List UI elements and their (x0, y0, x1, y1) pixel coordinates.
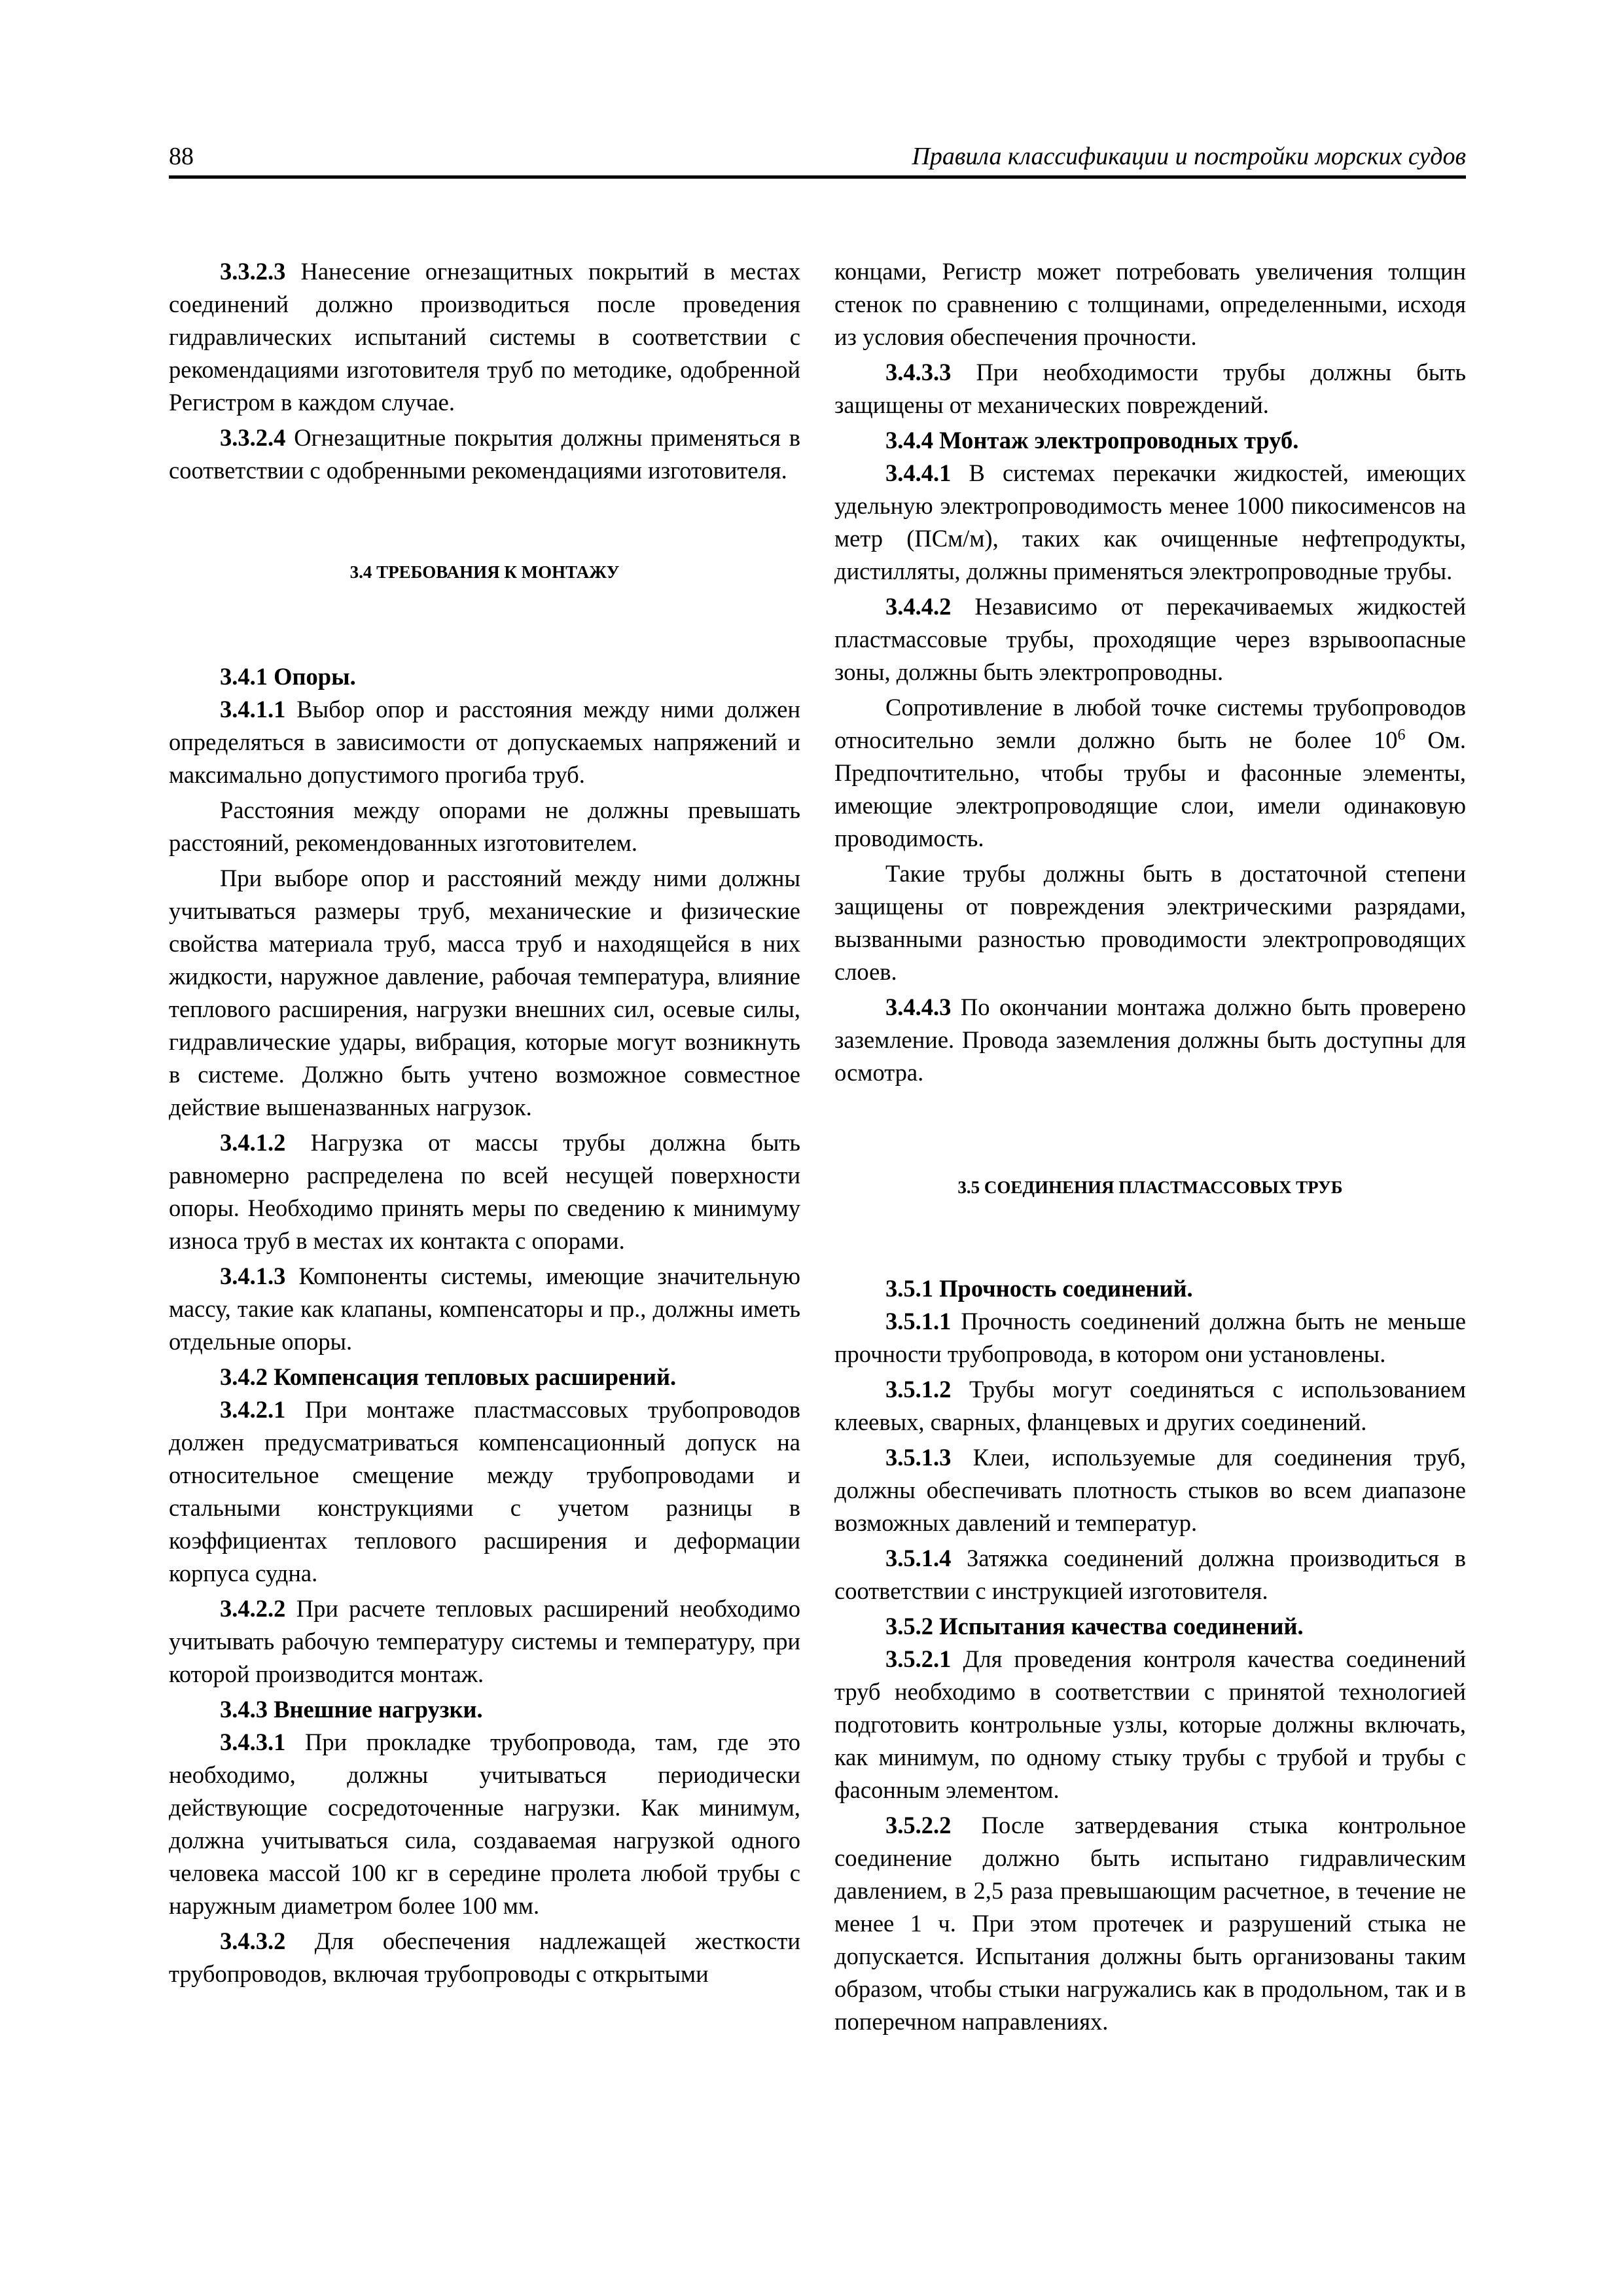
clause-number: 3.4.4.2 (885, 593, 952, 620)
resistance-text-before: Сопротивление в любой точке системы трубопроводов относительно земли должно быть не более 10 (834, 694, 1466, 753)
paragraph-3-4-3-2 (169, 1925, 800, 1990)
clause-text: Клеи, используемые для соединения труб, должны обеспечивать плотность стыков во всем диапазоне возможных давлений и температур. (834, 1444, 1466, 1536)
clause-number: 3.5.1.2 (885, 1376, 952, 1403)
page-number: 88 (169, 143, 194, 170)
clause-number: 3.4.1.3 (220, 1263, 286, 1289)
clause-number: 3.4.1.1 (220, 696, 286, 723)
clause-number: 3.4.3.3 (885, 359, 952, 386)
paragraph-3-5-1-4 (834, 1542, 1466, 1607)
clause-text: В системах перекачки жидкостей, имеющих удельную электропроводимость менее 1000 пикосименсов на метр (ПСм/м), таких как очищенные нефтепродукты, дистилляты, должны применяться электропроводные трубы. (834, 459, 1466, 584)
left-column (169, 255, 800, 1993)
clause-number: 3.4.1.2 (220, 1129, 286, 1156)
paragraph-3-5-1-3 (834, 1441, 1466, 1539)
paragraph-3-5-1-1 (834, 1305, 1466, 1371)
subsection-heading-3-4-4: 3.4.4 Монтаж электропроводных труб. (885, 427, 1299, 454)
clause-number: 3.5.2.1 (885, 1645, 952, 1672)
clause-text: При расчете тепловых расширений необходимо учитывать рабочую температуру системы и температуру, при которой производится монтаж. (169, 1595, 800, 1687)
paragraph-3-4-4-3 (834, 991, 1466, 1089)
paragraph-3-4-3-2-continued: концами, Регистр может потребовать увеличения толщин стенок по сравнению с толщинами, определенными, исходя из условия обеспечения прочности. (834, 258, 1466, 350)
paragraph-3-4-1-2 (169, 1126, 800, 1257)
section-title-3-5: 3.5 СОЕДИНЕНИЯ ПЛАСТМАССОВЫХ ТРУБ (957, 1177, 1343, 1197)
paragraph-3-4-3-1 (169, 1726, 800, 1922)
resistance-exponent: 6 (1397, 726, 1406, 744)
paragraph-3-5-2-1 (834, 1643, 1466, 1806)
clause-text: Трубы могут соединяться с использованием клеевых, сварных, фланцевых и других соединений. (834, 1376, 1466, 1435)
clause-number: 3.4.4.1 (885, 459, 952, 486)
paragraph-3-4-4-1 (834, 457, 1466, 588)
clause-text: Выбор опор и расстояния между ними должен определяться в зависимости от допускаемых напряжений и максимально допустимого прогиба труб. (169, 696, 800, 788)
clause-text: Для проведения контроля качества соединений труб необходимо в соответствии с принятой технологией подготовить контрольные узлы, которые должны включать, как минимум, по одному стыку трубы с трубой и трубы с фасонным элементом. (834, 1645, 1466, 1803)
clause-number: 3.4.4.3 (885, 994, 952, 1020)
clause-text: По окончании монтажа должно быть проверено заземление. Провода заземления должны быть доступны для осмотра. (834, 994, 1466, 1086)
clause-text: Затяжка соединений должна производиться в соответствии с инструкцией изготовителя. (834, 1545, 1466, 1604)
clause-text: Нанесение огнезащитных покрытий в местах соединений должно производиться после проведения гидравлических испытаний системы в соответствии с рекомендациями изготовителя труб по методике, одобренной Регистром в каждом случае. (169, 258, 800, 416)
paragraph-3-3-2-3 (169, 255, 800, 419)
right-column (834, 255, 1466, 2041)
resistance-text-after: Ом. Предпочтительно, чтобы трубы и фасонные элементы, имеющие электропроводящие слои, имели одинаковую проводимость. (834, 726, 1466, 852)
subsection-heading-3-5-1: 3.5.1 Прочность соединений. (885, 1275, 1193, 1302)
clause-text: При монтаже пластмассовых трубопроводов должен предусматриваться компенсационный допуск на относительное смещение между трубопроводами и стальными конструкциями с учетом разницы в коэффициентах теплового расширения и деформации корпуса судна. (169, 1396, 800, 1587)
paragraph-support-spacing: Расстояния между опорами не должны превышать расстояний, рекомендованных изготовителем. (169, 797, 800, 856)
paragraph-resistance (834, 691, 1466, 855)
subsection-heading-3-4-1: 3.4.1 Опоры. (220, 663, 356, 690)
clause-number: 3.4.2.1 (220, 1396, 286, 1423)
clause-number: 3.5.2.2 (885, 1812, 952, 1839)
page-header (169, 140, 1466, 179)
clause-number: 3.3.2.4 (220, 424, 286, 451)
clause-text: Нагрузка от массы трубы должна быть равномерно распределена по всей несущей поверхности опоры. Необходимо принять меры по сведению к минимуму износа труб в местах их контакта с опорами. (169, 1129, 800, 1254)
paragraph-3-4-1-1 (169, 693, 800, 791)
clause-text: Для обеспечения надлежащей жесткости трубопроводов, включая трубопроводы с открытыми (169, 1928, 800, 1987)
clause-number: 3.3.2.3 (220, 258, 286, 285)
clause-number: 3.4.3.1 (220, 1729, 286, 1755)
clause-text: Компоненты системы, имеющие значительную массу, такие как клапаны, компенсаторы и пр., должны иметь отдельные опоры. (169, 1263, 800, 1355)
paragraph-discharge-protection: Такие трубы должны быть в достаточной степени защищены от повреждения электрическими разрядами, вызванными разностью проводимости электропроводящих слоев. (834, 860, 1466, 985)
paragraph-3-5-2-2 (834, 1809, 1466, 2038)
paragraph-3-4-2-2 (169, 1592, 800, 1691)
header-rule (169, 175, 1466, 179)
paragraph-3-4-4-2 (834, 590, 1466, 689)
clause-number: 3.4.2.2 (220, 1595, 286, 1622)
clause-number: 3.5.1.4 (885, 1545, 952, 1571)
clause-text: Прочность соединений должна быть не меньше прочности трубопровода, в котором они установлены. (834, 1308, 1466, 1367)
running-title: Правила классификации и постройки морских судов (912, 143, 1466, 170)
clause-number: 3.5.1.3 (885, 1444, 952, 1471)
paragraph-support-selection: При выборе опор и расстояний между ними должны учитываться размеры труб, механические и физические свойства материала труб, масса труб и находящейся в них жидкости, наружное давление, рабочая температура, влияние теплового расширения, нагрузки внешних сил, осевые силы, гидравлические удары, вибрация, которые могут возникнуть в системе. Должно быть учтено возможное совместное действие вышеназванных нагрузок. (169, 865, 800, 1121)
subsection-heading-3-4-2: 3.4.2 Компенсация тепловых расширений. (220, 1363, 677, 1390)
paragraph-3-5-1-2 (834, 1373, 1466, 1439)
subsection-heading-3-4-3: 3.4.3 Внешние нагрузки. (220, 1696, 483, 1723)
clause-text: После затвердевания стыка контрольное соединение должно быть испытано гидравлическим давлением, в 2,5 раза превышающим расчетное, в течение не менее 1 ч. При этом протечек и разрушений стыка не допускается. Испытания должны быть организованы таким образом, чтобы стыки нагружались как в продольном, так и в поперечном направлениях. (834, 1812, 1466, 2035)
paragraph-3-3-2-4 (169, 422, 800, 487)
clause-text: При прокладке трубопровода, там, где это необходимо, должны учитываться периодически действующие сосредоточенные нагрузки. Как минимум, должна учитываться сила, создаваемая нагрузкой одного человека массой 100 кг в середине пролета любой трубы с наружным диаметром более 100 мм. (169, 1729, 800, 1919)
paragraph-3-4-3-3 (834, 356, 1466, 422)
clause-text: При необходимости трубы должны быть защищены от механических повреждений. (834, 359, 1466, 418)
clause-text: Независимо от перекачиваемых жидкостей пластмассовые трубы, проходящие через взрывоопасные зоны, должны быть электропроводны. (834, 593, 1466, 685)
clause-number: 3.5.1.1 (885, 1308, 952, 1335)
subsection-heading-3-5-2: 3.5.2 Испытания качества соединений. (885, 1613, 1304, 1640)
paragraph-3-4-1-3 (169, 1260, 800, 1358)
section-title-3-4: 3.4 ТРЕБОВАНИЯ К МОНТАЖУ (349, 562, 620, 582)
paragraph-3-4-2-1 (169, 1393, 800, 1590)
clause-number: 3.4.3.2 (220, 1928, 286, 1954)
clause-text: Огнезащитные покрытия должны применяться в соответствии с одобренными рекомендациями изготовителя. (169, 424, 800, 484)
